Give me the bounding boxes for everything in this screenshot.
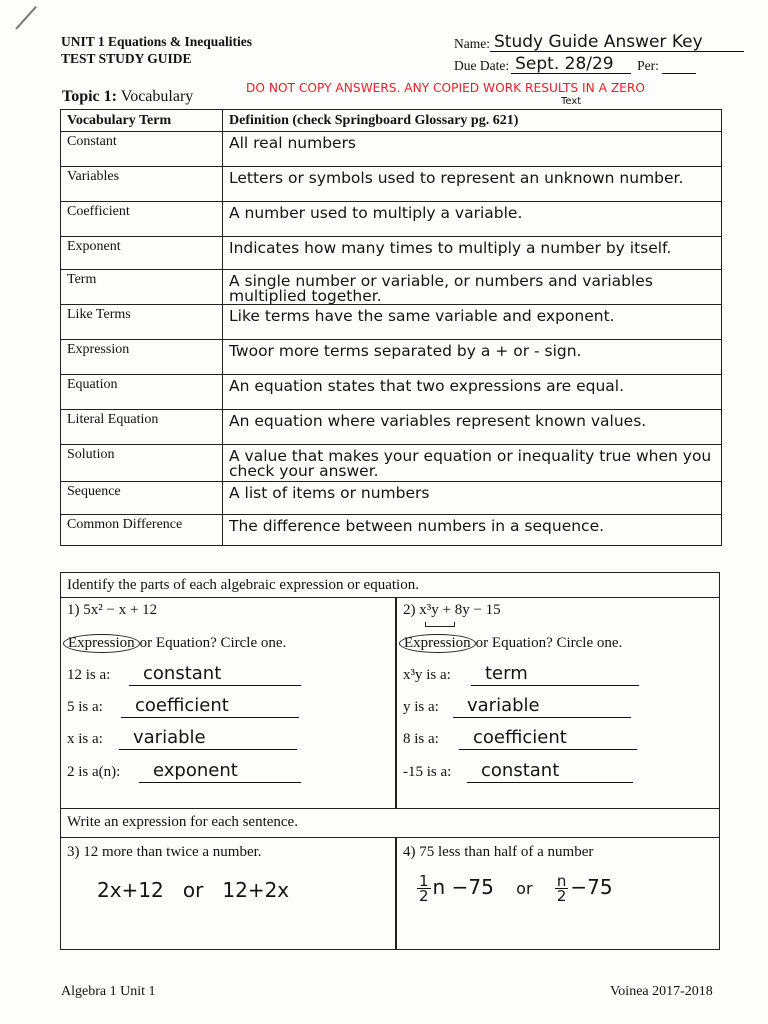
vocab-definition: Letters or symbols used to represent an unknown number. <box>223 167 722 202</box>
vocab-row <box>61 132 722 167</box>
vocab-definition-header: Definition (check Springboard Glossary pg. 621) <box>223 110 722 132</box>
expression-instruction: Write an expression for each sentence. <box>61 808 719 838</box>
question-4 <box>403 838 733 949</box>
q2-math: x³y + 8y − 15 <box>419 602 501 618</box>
vocab-definition: Indicates how many times to multiply a number by itself. <box>223 237 722 270</box>
q4-or: or <box>516 879 533 898</box>
vocab-row <box>61 375 722 410</box>
guide-title: TEST STUDY GUIDE <box>61 51 192 66</box>
name-value: Study Guide Answer Key <box>490 33 744 52</box>
vocab-row <box>61 410 722 445</box>
vocab-row <box>61 445 722 482</box>
q4-fraction-n-over-2: $\frac{n}{2}$ <box>556 872 567 905</box>
q3-text: 12 more than twice a number. <box>83 844 262 860</box>
vocab-definition: The difference between numbers in a sequence. <box>223 515 722 546</box>
expression-questions-row <box>61 838 719 949</box>
vocab-definition: A single number or variable, or numbers and variables multiplied together. <box>223 270 722 305</box>
q2-number: 2) <box>403 602 416 618</box>
vocab-definition: All real numbers <box>223 132 722 167</box>
due-date-value: Sept. 28/29 <box>511 55 631 74</box>
topic-name: Vocabulary <box>120 88 194 105</box>
vocab-row <box>61 305 722 340</box>
q4-text: 75 less than half of a number <box>419 844 594 860</box>
period-label: Per: <box>637 58 659 73</box>
vocab-header-row <box>61 110 722 132</box>
q1-item-1-answer: constant <box>129 665 301 686</box>
header-title-block <box>61 33 252 67</box>
question-2 <box>403 598 733 808</box>
vocab-term: Coefficient <box>61 202 223 237</box>
vocab-definition: Like terms have the same variable and exponent. <box>223 305 722 340</box>
topic-heading <box>62 88 193 106</box>
parts-questions-row <box>61 598 719 809</box>
due-date-label: Due Date: <box>454 58 510 73</box>
q1-item-3-label: x is a: <box>67 731 103 747</box>
q2-item-3-answer: coefficient <box>459 729 637 750</box>
footer-course: Algebra 1 Unit 1 <box>61 984 156 999</box>
vocab-term: Common Difference <box>61 515 223 546</box>
name-label: Name: <box>454 36 490 51</box>
question-1 <box>67 598 397 808</box>
q4-answer-b-tail: −75 <box>570 875 613 899</box>
q1-item-2-label: 5 is a: <box>67 699 103 715</box>
vocab-term: Equation <box>61 375 223 410</box>
due-date-row <box>454 52 754 74</box>
vocab-term: Solution <box>61 445 223 482</box>
vocab-term: Sequence <box>61 482 223 515</box>
vocab-definition: A number used to multiply a variable. <box>223 202 722 237</box>
vocabulary-table <box>60 109 722 546</box>
q2-term-underbrace <box>425 622 455 627</box>
q2-circle-prompt <box>403 634 622 653</box>
pencil-mark <box>15 6 37 30</box>
vocab-term: Expression <box>61 340 223 375</box>
vocab-row <box>61 270 722 305</box>
q1-item-3-answer: variable <box>119 729 297 750</box>
unit-title: UNIT 1 Equations & Inequalities <box>61 34 253 49</box>
vocab-term: Constant <box>61 132 223 167</box>
q1-item-4-label: 2 is a(n): <box>67 764 121 780</box>
q1-item-1-label: 12 is a: <box>67 667 111 683</box>
q1-item-4-answer: exponent <box>139 762 301 783</box>
vocab-definition: An equation states that two expressions are equal. <box>223 375 722 410</box>
q4-answer <box>417 874 613 903</box>
vocab-row <box>61 482 722 515</box>
vocab-row <box>61 340 722 375</box>
vocab-term-header: Vocabulary Term <box>61 110 223 132</box>
parts-instruction: Identify the parts of each algebraic expression or equation. <box>61 573 719 598</box>
q1-item-2-answer: coefficient <box>121 697 299 718</box>
vocab-definition: A value that makes your equation or inequality true when you check your answer. <box>223 445 722 482</box>
q2-expression <box>403 602 501 619</box>
header-info-block <box>454 30 754 74</box>
q3-number: 3) <box>67 844 80 860</box>
vocab-term: Variables <box>61 167 223 202</box>
q2-item-2-label: y is a: <box>403 699 439 715</box>
copy-warning: DO NOT COPY ANSWERS. ANY COPIED WORK RESULTS IN A ZERO <box>246 81 645 95</box>
q2-item-4-answer: constant <box>467 762 633 783</box>
q4-prompt <box>403 844 593 861</box>
q3-answer: 2x+12 or 12+2x <box>97 878 290 902</box>
q2-item-4-label: -15 is a: <box>403 764 452 780</box>
q1-math: 5x² − x + 12 <box>83 602 158 618</box>
vocab-definition: An equation where variables represent known values. <box>223 410 722 445</box>
vocab-body <box>61 132 722 546</box>
vocab-row <box>61 167 722 202</box>
q2-circle-rest: or Equation? Circle one. <box>475 635 623 651</box>
period-blank <box>662 59 696 74</box>
q1-circle-prompt <box>67 634 286 653</box>
topic-label: Topic 1: <box>62 88 117 105</box>
q1-number: 1) <box>67 602 80 618</box>
question-3 <box>67 838 397 949</box>
q2-item-3-label: 8 is a: <box>403 731 439 747</box>
name-row <box>454 30 754 52</box>
vocab-row <box>61 202 722 237</box>
q4-answer-a-tail: n −75 <box>432 875 494 899</box>
vocab-definition: Twoor more terms separated by a + or - sign. <box>223 340 722 375</box>
algebra-parts-section <box>60 572 720 950</box>
q4-fraction-half: $\frac{1}{2}$ <box>419 872 429 905</box>
footer-teacher: Voinea 2017-2018 <box>610 984 713 999</box>
text-label: Text <box>561 96 582 107</box>
vocab-term: Exponent <box>61 237 223 270</box>
q2-item-1-answer: term <box>471 665 639 686</box>
vocab-term: Term <box>61 270 223 305</box>
q3-prompt <box>67 844 262 861</box>
vocab-row <box>61 515 722 546</box>
q2-item-2-answer: variable <box>453 697 631 718</box>
q1-circled-choice: Expression <box>63 634 140 653</box>
q4-number: 4) <box>403 844 416 860</box>
vocab-term: Like Terms <box>61 305 223 340</box>
q1-expression <box>67 602 157 619</box>
vocab-definition: A list of items or numbers <box>223 482 722 515</box>
q1-circle-rest: or Equation? Circle one. <box>139 635 287 651</box>
vocab-row <box>61 237 722 270</box>
vocab-term: Literal Equation <box>61 410 223 445</box>
q2-circled-choice: Expression <box>399 634 476 653</box>
q2-item-1-label: x³y is a: <box>403 667 451 683</box>
